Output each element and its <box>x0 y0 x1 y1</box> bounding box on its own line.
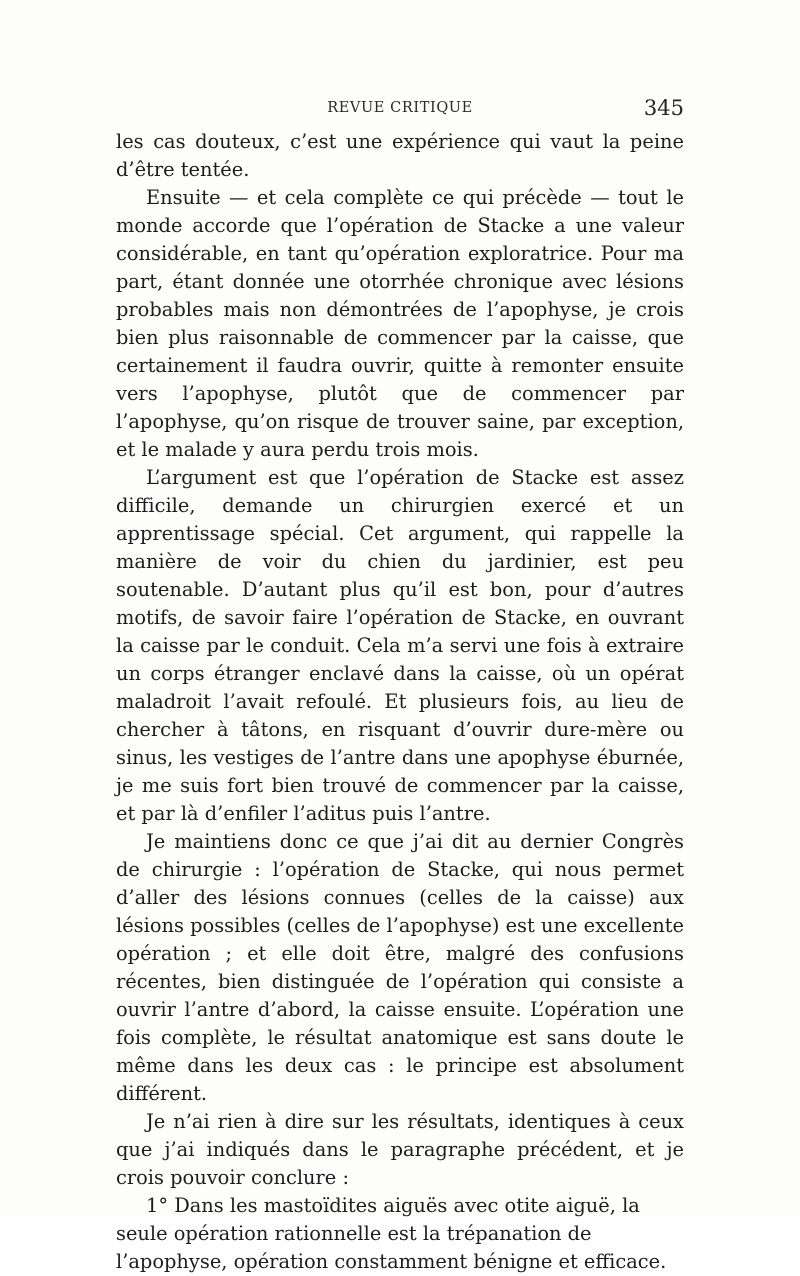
paragraph-resultats: Je n’ai rien à dire sur les résultats, identiques à ceux que j’ai indiqués dans le paragraphe précédent, et je crois pouvoir conclure : <box>116 1110 684 1189</box>
paragraph-continuation: les cas douteux, c’est une expérience qui vaut la peine d’être tentée. <box>116 130 684 181</box>
paragraph-ensuite: Ensuite — et cela complète ce qui précède — tout le monde accorde que l’opération de Stacke a une valeur considérable, en tant qu’opération exploratrice. Pour ma part, étant donnée une otorrhée chronique avec lésions probables mais non démontrées de l’apophyse, je crois bien plus raisonnable de commencer par la caisse, que certainement il faudra ouvrir, quitte à remonter ensuite vers l’apophyse, plutôt que de commencer par l’apophyse, qu’on risque de trouver saine, par exception, et le malade y aura perdu trois mois. <box>116 186 684 461</box>
running-head: REVUE CRITIQUE <box>327 100 473 116</box>
paragraph-argument: L’argument est que l’opération de Stacke est assez difficile, demande un chirurgien exercé et un apprentissage spécial. Cet argument, qui rappelle la manière de voir du chien du jardinier, est peu soutenable. D’autant plus qu’il est bon, pour d’autres motifs, de savoir faire l’opération de Stacke, en ouvrant la caisse par le conduit. Cela m’a servi une fois à extraire un corps étranger enclavé dans la caisse, où un opérat maladroit l’avait refoulé. Et plusieurs fois, au lieu de chercher à tâtons, en risquant d’ouvrir dure-mère ou sinus, les vestiges de l’antre dans une apophyse éburnée, je me suis fort bien trouvé de commencer par la caisse, et par là d’enfiler l’aditus puis l’antre. <box>116 466 684 825</box>
page-number: 345 <box>643 96 684 120</box>
paragraph-conclusion-1: 1° Dans les mastoïdites aiguës avec otite aiguë, la seule opération rationnelle est la trépanation de l’apophyse, opération constamment bénigne et efficace. <box>116 1194 667 1273</box>
paragraph-je-maintiens: Je maintiens donc ce que j’ai dit au dernier Congrès de chirurgie : l’opération de Stacke, qui nous permet d’aller des lésions connues (celles de la caisse) aux lésions possibles (celles de l’apophyse) est une excellente opération ; et elle doit être, malgré des confusions récentes, bien distinguée de l’opération qui consiste a ouvrir l’antre d’abord, la caisse ensuite. L’opération une fois complète, le résultat anatomique est sans doute le même dans les deux cas : le principe est absolument différent. <box>116 830 684 1105</box>
body-text <box>116 128 684 1276</box>
page-header <box>116 96 684 126</box>
